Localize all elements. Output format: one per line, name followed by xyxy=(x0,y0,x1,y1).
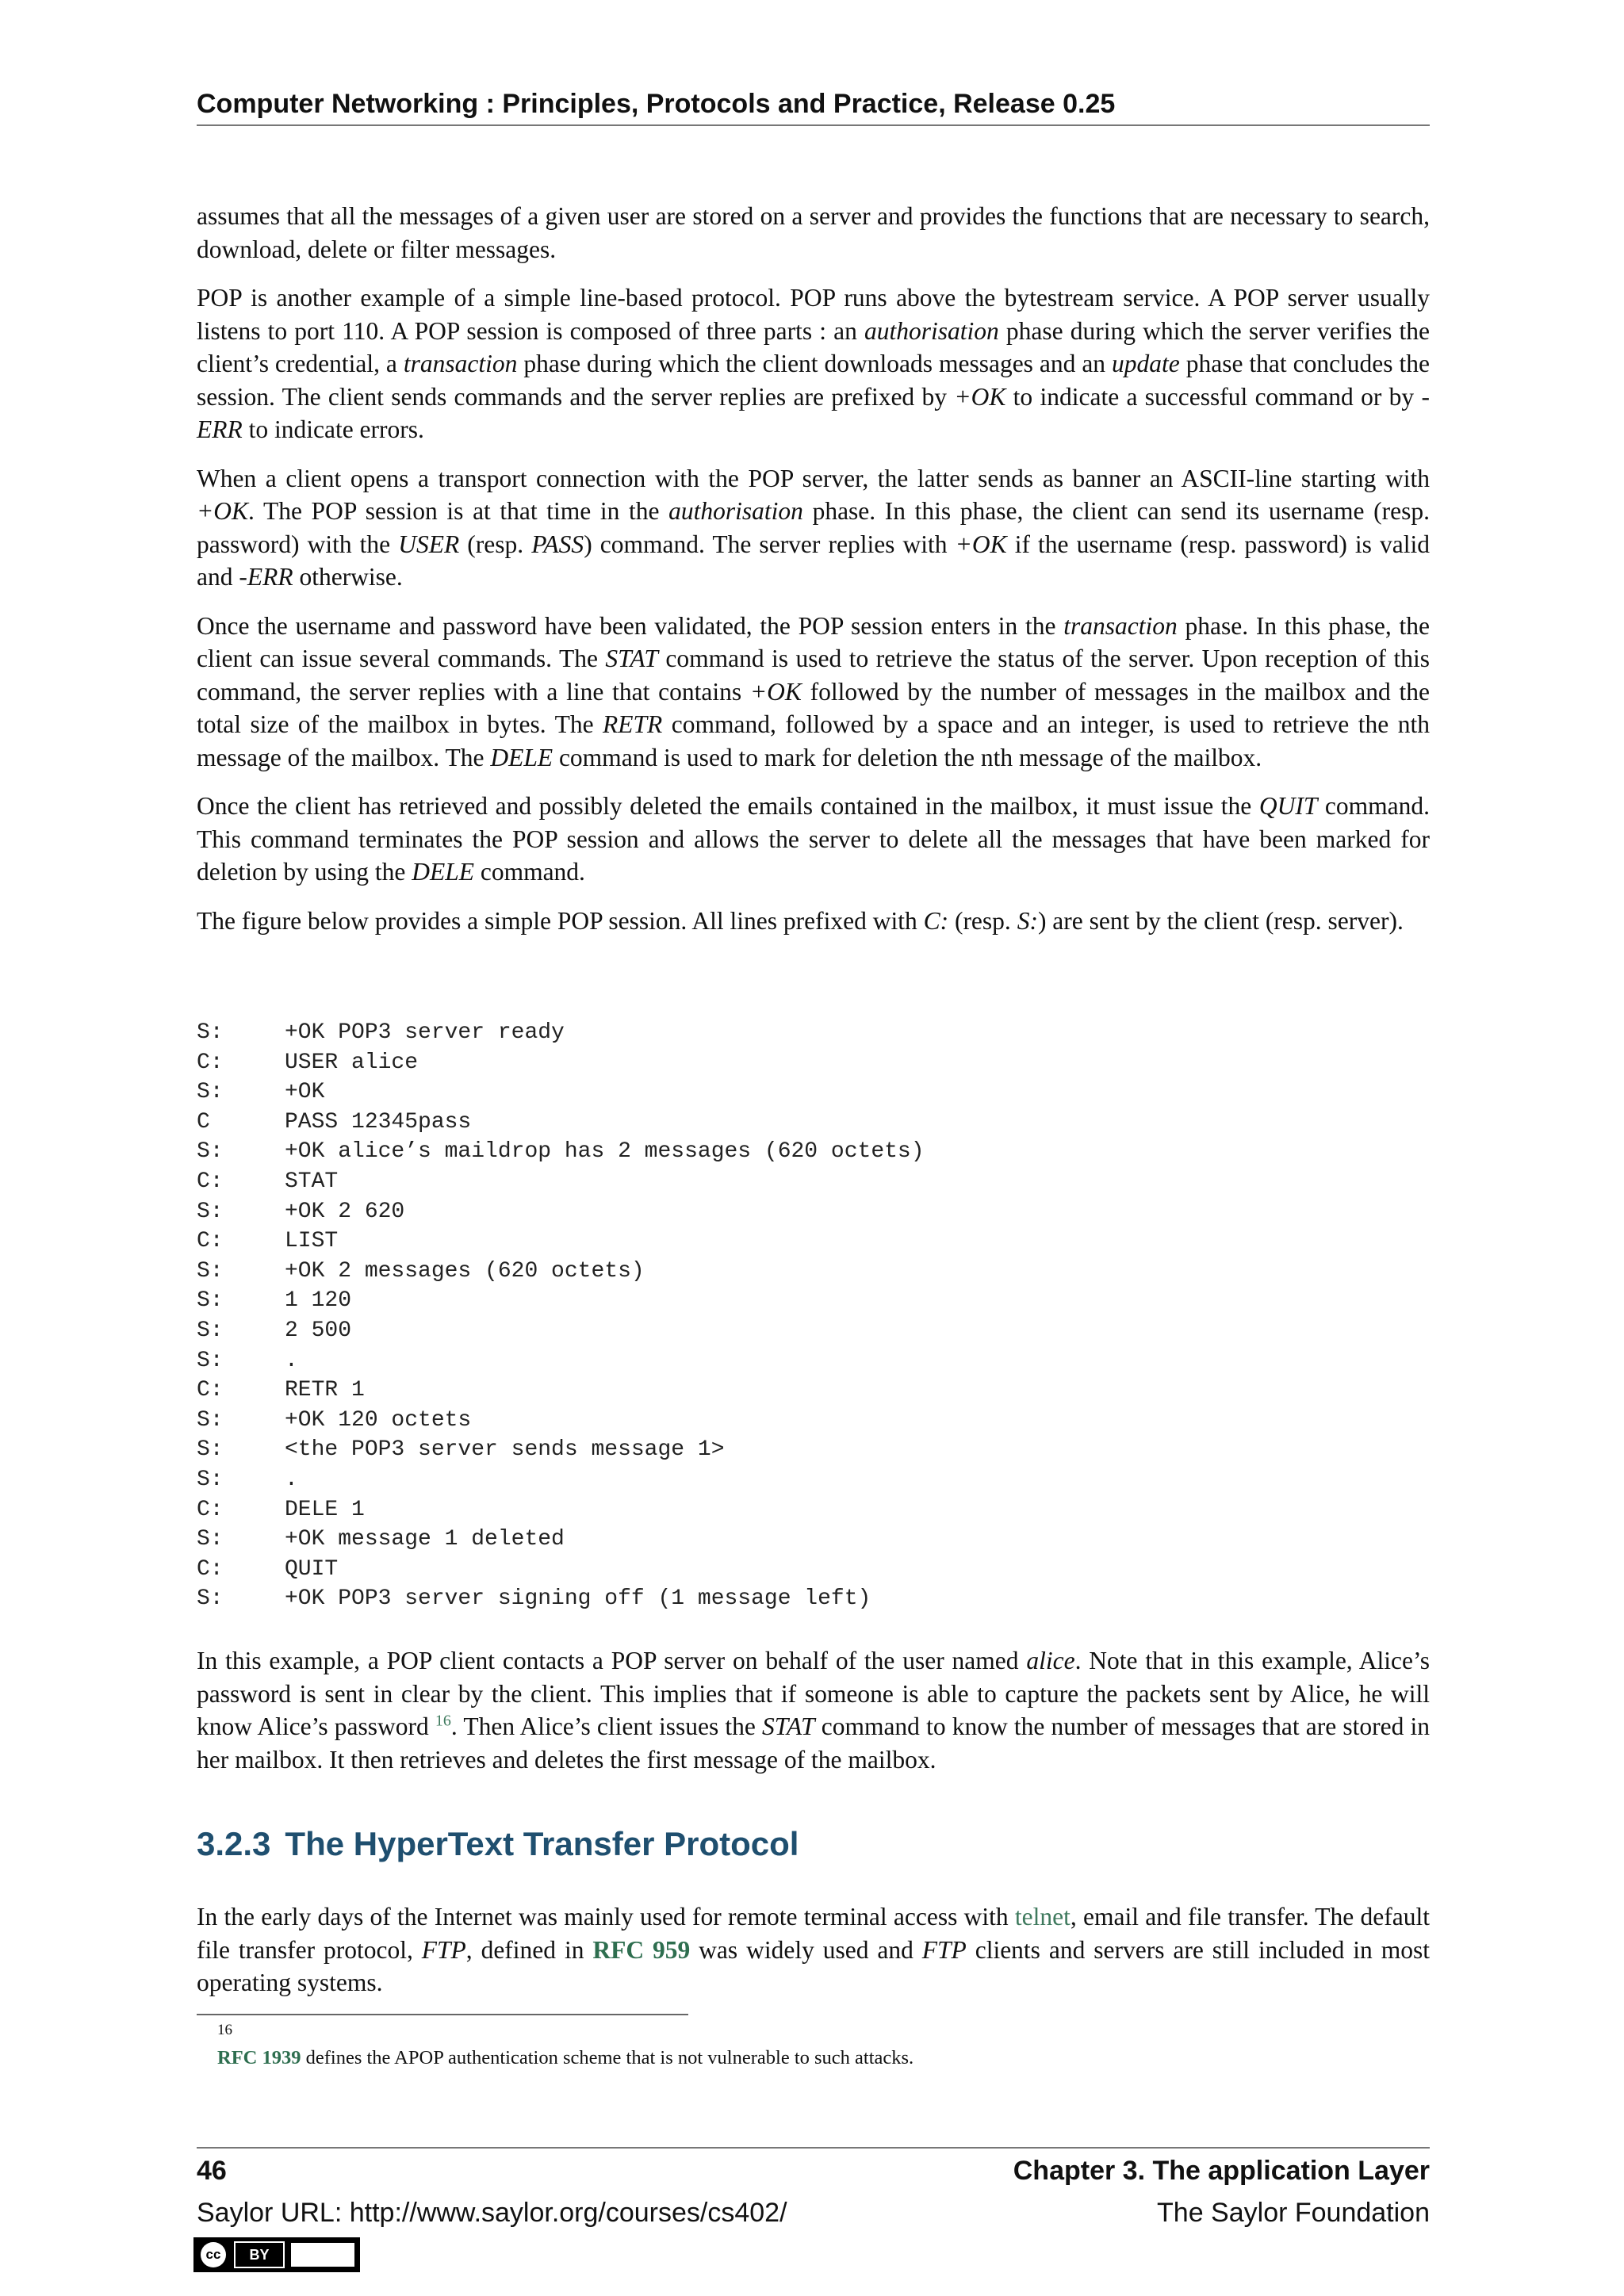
cc-by-label: BY xyxy=(234,2241,285,2268)
transcript-speaker: S: xyxy=(197,1407,224,1433)
paragraph-6: The figure below provides a simple POP session. All lines prefixed with C: (resp. S:) are sent by the client (resp. server). xyxy=(197,906,1404,935)
footer-divider xyxy=(197,2147,1430,2149)
transcript-line xyxy=(197,1286,1430,1316)
transcript-speaker: S: xyxy=(197,1199,224,1224)
transcript-text: +OK 2 messages (620 octets) xyxy=(285,1258,645,1284)
transcript-speaker: S: xyxy=(197,1020,224,1045)
transcript-line xyxy=(197,1555,1430,1585)
transcript-speaker: S: xyxy=(197,1527,224,1552)
transcript-text: +OK POP3 server ready xyxy=(285,1020,565,1045)
transcript-text: +OK 2 620 xyxy=(285,1199,405,1224)
section-heading xyxy=(197,1825,799,1863)
paragraph-7: In this example, a POP client contacts a POP server on behalf of the user named alice. Note that in this example, Alice’s password is sent in clear by the client. This implies that if someone is able to capture the packets sent by Alice, he will know Alice’s password $^{16}$. Then Alice’s client issues the STAT command to know the number of messages that are stored in her mailbox. It then retrieves and deletes the first message of the mailbox. xyxy=(197,1647,1430,1774)
transcript-text: PASS 12345pass xyxy=(285,1109,472,1135)
paragraph-5: Once the client has retrieved and possibly deleted the emails contained in the mailbox, it must issue the QUIT command. This command terminates the POP session and allows the server to delete all the messages that have been marked for deletion by using the DELE command. xyxy=(197,792,1430,886)
transcript-line xyxy=(197,1018,1430,1048)
body-upper xyxy=(197,200,1430,937)
transcript-text: +OK message 1 deleted xyxy=(285,1527,565,1552)
transcript-speaker: C: xyxy=(197,1050,224,1075)
paragraph-1: assumes that all the messages of a given user are stored on a server and provides the functions that are necessary to search, download, delete or filter messages. xyxy=(197,202,1430,263)
transcript-speaker: C xyxy=(197,1109,210,1135)
cc-logo-icon: cc xyxy=(201,2242,226,2267)
running-header: Computer Networking : Principles, Protocols and Practice, Release 0.25 xyxy=(197,89,1430,126)
cc-badge-bar xyxy=(291,2243,354,2267)
pop-session-transcript xyxy=(197,1018,1430,1614)
transcript-speaker: S: xyxy=(197,1318,224,1343)
transcript-text: DELE 1 xyxy=(285,1497,365,1522)
transcript-line xyxy=(197,1077,1430,1108)
transcript-line xyxy=(197,1197,1430,1227)
paragraph-4: Once the username and password have been validated, the POP session enters in the transaction phase. In this phase, the client can issue several commands. The STAT command is used to retrieve the status of the server. Upon reception of this command, the server replies with a line that contains +OK followed by the number of messages in the mailbox and the total size of the mailbox in bytes. The RETR command, followed by a space and an integer, is used to retrieve the nth message of the mailbox. The DELE command is used to mark for deletion the nth message of the mailbox. xyxy=(197,611,1430,771)
transcript-speaker: S: xyxy=(197,1288,224,1314)
section-title: The HyperText Transfer Protocol xyxy=(285,1825,799,1862)
transcript-speaker: C: xyxy=(197,1229,224,1254)
footnote-ref-16[interactable]: 16 xyxy=(435,1712,451,1730)
body-lower xyxy=(197,1900,1430,1999)
transcript-line xyxy=(197,1048,1430,1078)
transcript-speaker: S: xyxy=(197,1348,224,1373)
transcript-line xyxy=(197,1257,1430,1287)
section-number: 3.2.3 xyxy=(197,1825,271,1862)
transcript-text: +OK POP3 server signing off (1 message left) xyxy=(285,1586,871,1612)
transcript-speaker: C: xyxy=(197,1378,224,1403)
paragraph-2: POP is another example of a simple line-based protocol. POP runs above the bytestream service. A POP server usually listens to port 110. A POP session is composed of three parts : an authorisation phase during which the server verifies the client’s credential, a transaction phase during which the client downloads messages and an update phase that concludes the session. The client sends commands and the server replies are prefixed by +OK to indicate a successful command or by -ERR to indicate errors. xyxy=(197,284,1430,443)
transcript-line xyxy=(197,1406,1430,1436)
transcript-speaker: S: xyxy=(197,1080,224,1105)
transcript-text: . xyxy=(285,1467,298,1492)
transcript-text: 2 500 xyxy=(285,1318,352,1343)
transcript-text: QUIT xyxy=(285,1556,339,1582)
paragraph-8: In the early days of the Internet was mainly used for remote terminal access with telnet, email and file transfer. The default file transfer protocol, FTP, defined in RFC 959 was widely used and FTP clients and servers are still included in most operating systems. xyxy=(197,1903,1430,1996)
transcript-text: STAT xyxy=(285,1169,339,1194)
rfc-959-link[interactable]: RFC 959 xyxy=(592,1935,691,1964)
transcript-text: LIST xyxy=(285,1229,339,1254)
transcript-line xyxy=(197,1167,1430,1197)
footnote-divider xyxy=(197,2014,688,2015)
cc-by-license-icon xyxy=(193,2237,360,2272)
page-number: 46 xyxy=(197,2156,227,2186)
transcript-text: +OK alice’s maildrop has 2 messages (620 octets) xyxy=(285,1139,925,1165)
telnet-link[interactable]: telnet xyxy=(1014,1903,1071,1931)
transcript-line xyxy=(197,1346,1430,1376)
saylor-url[interactable]: Saylor URL: http://www.saylor.org/courses/cs402/ xyxy=(197,2198,787,2228)
rfc-1939-link[interactable]: RFC 1939 xyxy=(217,2047,301,2068)
transcript-text: +OK xyxy=(285,1080,325,1105)
paragraph-3: When a client opens a transport connection with the POP server, the latter sends as banner an ASCII-line starting with +OK. The POP session is at that time in the authorisation phase. In this phase, the client can send its username (resp. password) with the USER (resp. PASS) command. The server replies with +OK if the username (resp. password) is valid and -ERR otherwise. xyxy=(197,464,1430,591)
transcript-text: USER alice xyxy=(285,1050,419,1075)
saylor-foundation: The Saylor Foundation xyxy=(1157,2198,1430,2228)
chapter-title: Chapter 3. The application Layer xyxy=(1013,2156,1430,2186)
transcript-line xyxy=(197,1525,1430,1555)
transcript-line xyxy=(197,1376,1430,1406)
transcript-speaker: C: xyxy=(197,1169,224,1194)
transcript-line xyxy=(197,1495,1430,1525)
body-middle xyxy=(197,1644,1430,1776)
transcript-line xyxy=(197,1584,1430,1614)
transcript-line xyxy=(197,1226,1430,1257)
transcript-text: 1 120 xyxy=(285,1288,352,1314)
transcript-text: . xyxy=(285,1348,298,1373)
transcript-speaker: S: xyxy=(197,1586,224,1612)
transcript-speaker: S: xyxy=(197,1258,224,1284)
transcript-line xyxy=(197,1435,1430,1465)
transcript-speaker: S: xyxy=(197,1467,224,1492)
transcript-speaker: C: xyxy=(197,1556,224,1582)
transcript-line xyxy=(197,1316,1430,1346)
transcript-speaker: S: xyxy=(197,1139,224,1165)
transcript-speaker: C: xyxy=(197,1497,224,1522)
transcript-text: <the POP3 server sends message 1> xyxy=(285,1437,725,1463)
footnote-text: RFC 1939 defines the APOP authentication scheme that is not vulnerable to such attacks. xyxy=(217,2047,914,2068)
transcript-speaker: S: xyxy=(197,1437,224,1463)
transcript-text: +OK 120 octets xyxy=(285,1407,472,1433)
transcript-text: RETR 1 xyxy=(285,1378,365,1403)
transcript-line xyxy=(197,1465,1430,1495)
transcript-line xyxy=(197,1108,1430,1138)
footnote-number: 16 xyxy=(217,2022,232,2038)
transcript-line xyxy=(197,1137,1430,1167)
